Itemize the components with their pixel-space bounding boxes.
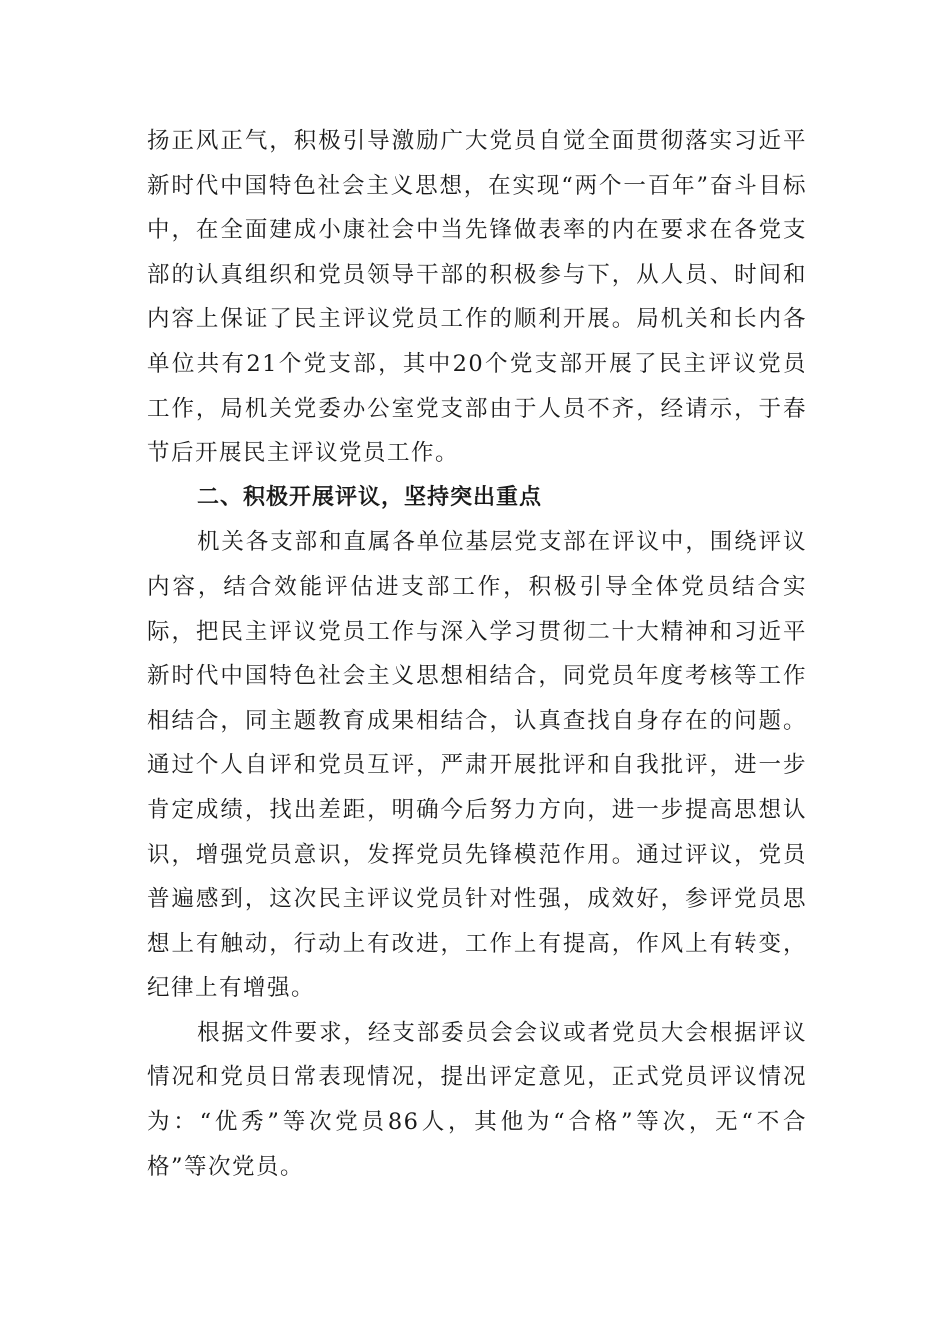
document-body bbox=[147, 119, 807, 1189]
paragraph-evaluation-results: 根据文件要求，经支部委员会会议或者党员大会根据评议情况和党员日常表现情况，提出评定意见，正式党员评议情况为：“优秀”等次党员86人，其他为“合格”等次，无“不合格”等次党员。 bbox=[147, 1019, 807, 1180]
paragraph-continuation: 扬正风正气，积极引导激励广大党员自觉全面贯彻落实习近平新时代中国特色社会主义思想，在实现“两个一百年”奋斗目标中，在全面建成小康社会中当先锋做表率的内在要求在各党支部的认真组织和党员领导干部的积极参与下，从人员、时间和内容上保证了民主评议党员工作的顺利开展。局机关和长内各单位共有21个党支部，其中20个党支部开展了民主评议党员工作，局机关党委办公室党支部由于人员不齐，经请示，于春节后开展民主评议党员工作。 bbox=[147, 128, 807, 467]
paragraph-evaluation-process: 机关各支部和直属各单位基层党支部在评议中，围绕评议内容，结合效能评估进支部工作，积极引导全体党员结合实际，把民主评议党员工作与深入学习贯彻二十大精神和习近平新时代中国特色社会主义思想相结合，同党员年度考核等工作相结合，同主题教育成果相结合，认真查找自身存在的问题。通过个人自评和党员互评，严肃开展批评和自我批评，进一步肯定成绩，找出差距，明确今后努力方向，进一步提高思想认识，增强党员意识，发挥党员先锋模范作用。通过评议，党员普遍感到，这次民主评议党员针对性强，成效好，参评党员思想上有触动，行动上有改进，工作上有提高，作风上有转变，纪律上有增强。 bbox=[147, 529, 807, 1002]
section-heading-2: 二、积极开展评议，坚持突出重点 bbox=[197, 484, 543, 510]
